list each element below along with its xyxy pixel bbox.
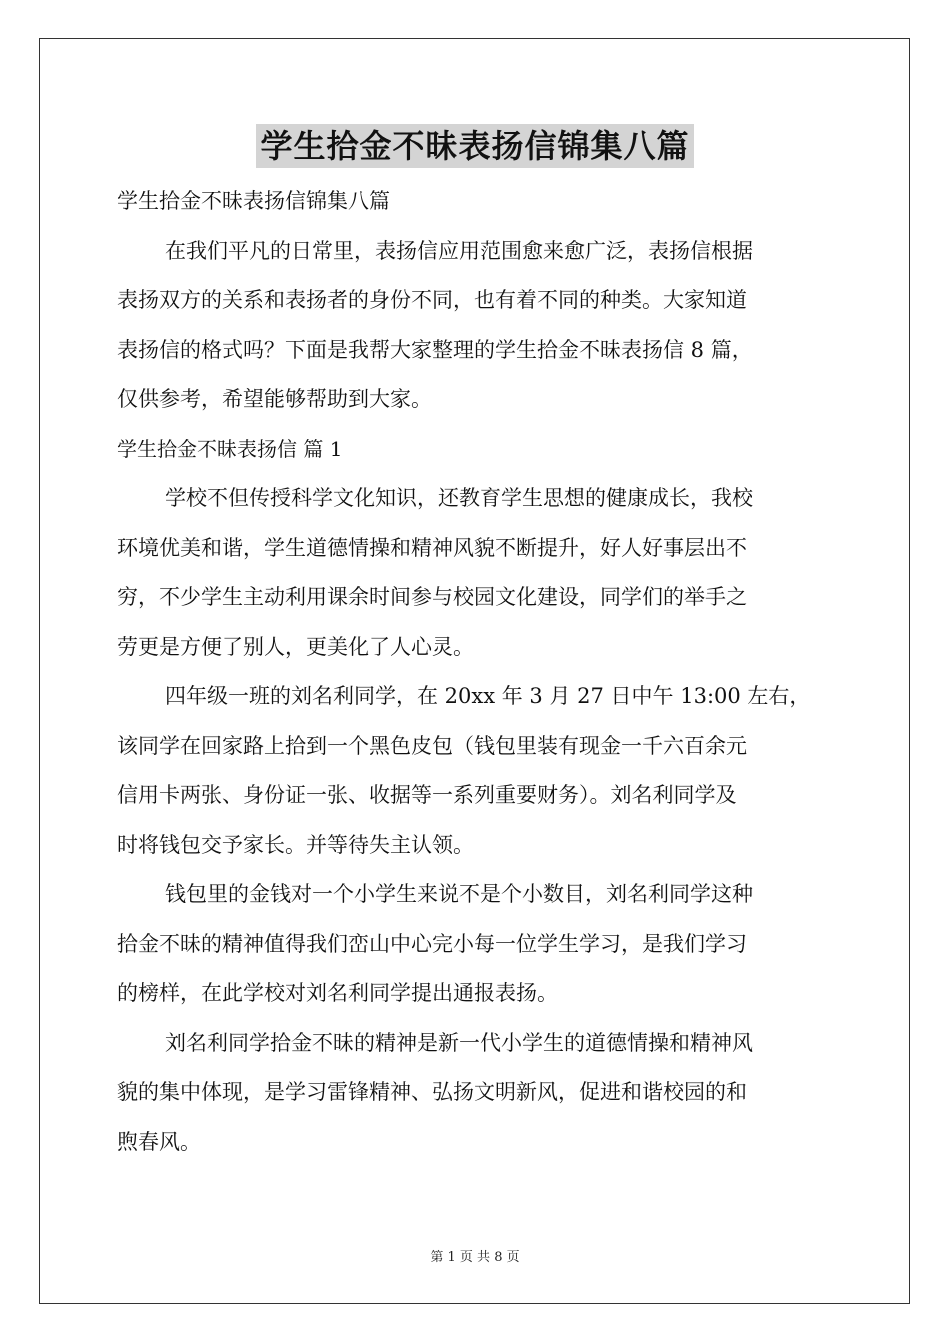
paragraph-line: 劳更是方便了别人，更美化了人心灵。 [117,634,474,659]
paragraph-line: 四年级一班的刘名利同学，在 20xx 年 3 月 27 日中午 13:00 左右， [165,684,811,708]
paragraph-line: 环境优美和谐，学生道德情操和精神风貌不断提升，好人好事层出不 [117,535,747,560]
paragraph-line: 信用卡两张、身份证一张、收据等一系列重要财务）。刘名利同学及 [117,783,737,807]
subtitle-line: 学生拾金不昧表扬信锦集八篇 [117,189,390,213]
document-body [117,177,837,1167]
intro-line: 仅供参考，希望能够帮助到大家。 [117,387,432,411]
paragraph-line: 时将钱包交予家长。并等待失主认领。 [117,832,474,857]
paragraph-line: 的榜样，在此学校对刘名利同学提出通报表扬。 [117,981,558,1005]
intro-line: 表扬双方的关系和表扬者的身份不同，也有着不同的种类。大家知道 [117,288,747,312]
paragraph-line: 该同学在回家路上拾到一个黑色皮包（钱包里装有现金一千六百余元 [117,733,747,758]
paragraph-line: 穷，不少学生主动利用课余时间参与校园文化建设，同学们的举手之 [117,585,747,609]
paragraph-line: 钱包里的金钱对一个小学生来说不是个小数目，刘名利同学这种 [165,882,753,906]
title-container [0,124,950,168]
section-heading: 学生拾金不昧表扬信 篇 1 [117,436,343,461]
paragraph-line: 刘名利同学拾金不昧的精神是新一代小学生的道德情操和精神风 [165,1030,753,1055]
paragraph-line: 学校不但传授科学文化知识，还教育学生思想的健康成长，我校 [165,486,753,510]
paragraph-line: 貌的集中体现，是学习雷锋精神、弘扬文明新风，促进和谐校园的和 [117,1080,747,1104]
document-title: 学生拾金不昧表扬信锦集八篇 [256,124,693,168]
paragraph-line: 拾金不昧的精神值得我们峦山中心完小每一位学生学习，是我们学习 [117,931,747,956]
page-footer: 第 1 页 共 8 页 [430,1250,520,1265]
intro-line: 表扬信的格式吗？下面是我帮大家整理的学生拾金不昧表扬信 8 篇， [117,337,753,362]
paragraph-line: 煦春风。 [117,1129,201,1154]
intro-line: 在我们平凡的日常里，表扬信应用范围愈来愈广泛，表扬信根据 [165,238,753,263]
